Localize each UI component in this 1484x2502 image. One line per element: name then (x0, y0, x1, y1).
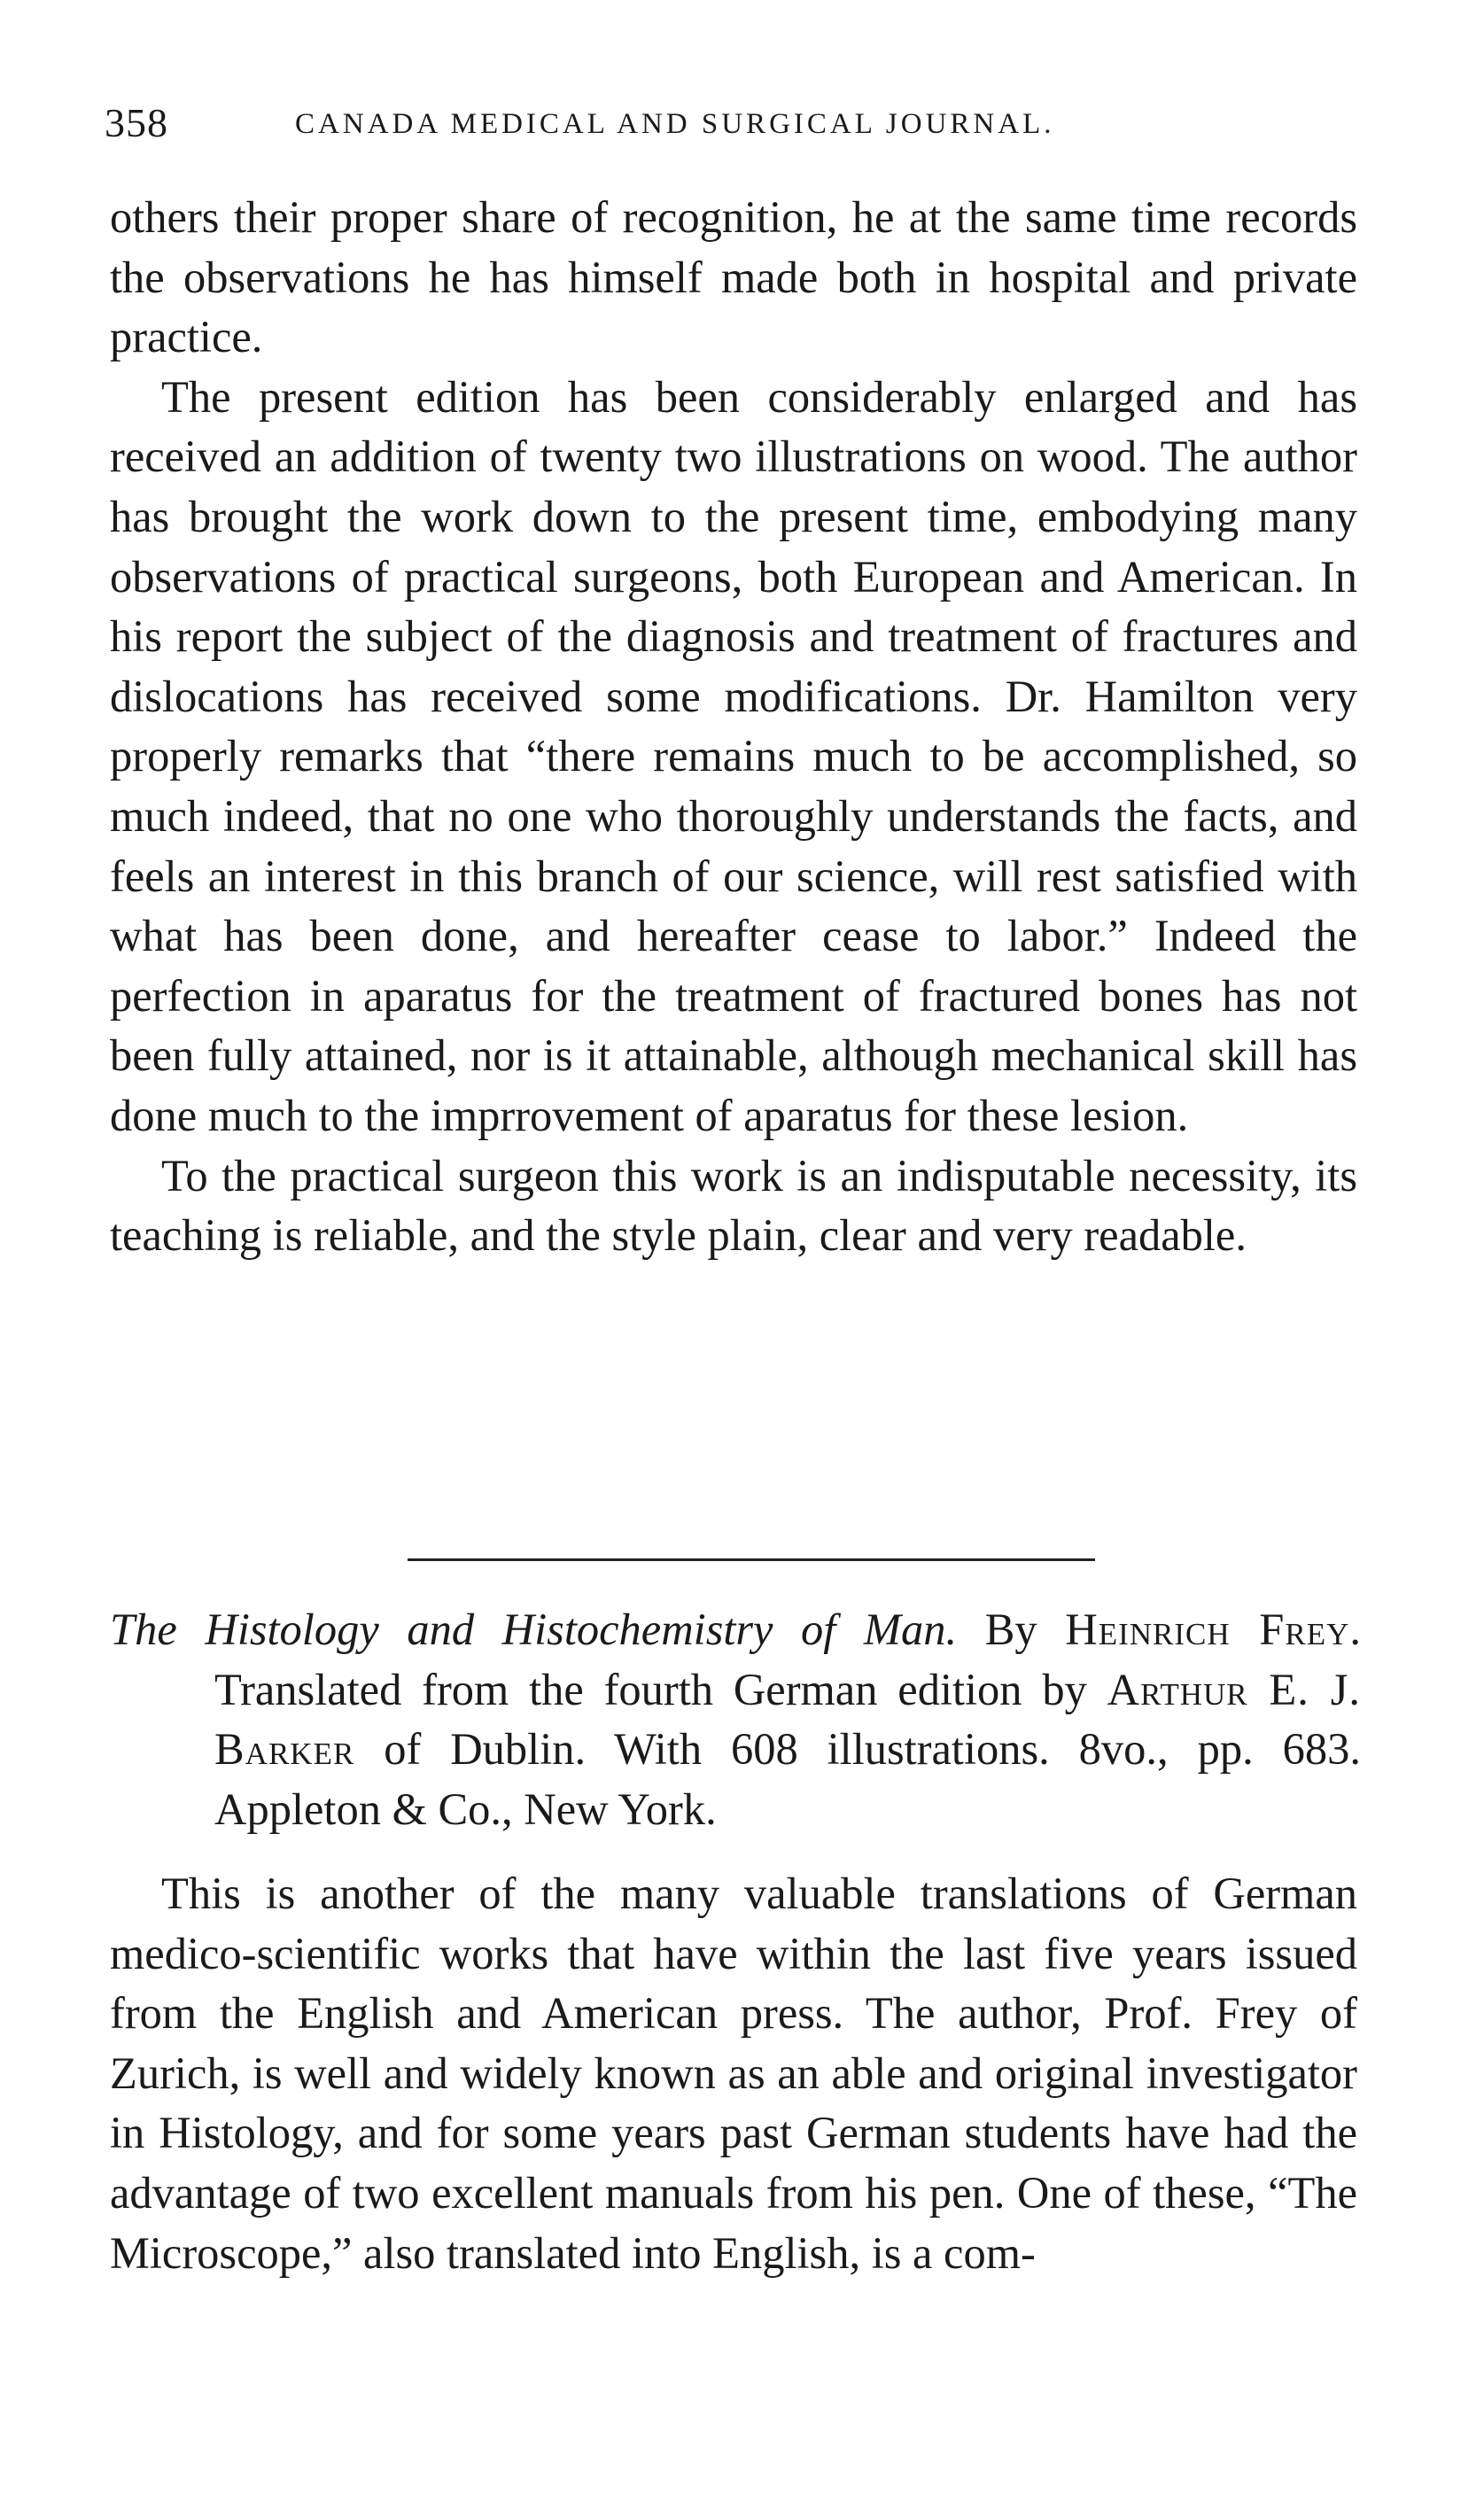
section-divider (408, 1558, 1095, 1561)
author-name: Heinrich Frey (1065, 1605, 1350, 1654)
review-continuation (110, 188, 1357, 1266)
bibliographic-entry (110, 1600, 1361, 1839)
paragraph: The present edition has been considerably enlarged and has received an addition of twenty two illustrations on wood. The author has brought the work down to the present time, embodying many observations of practical surgeons, both European and American. In his report the subject of the diagnosis and treatment of fractures and dislocations has received some modifications. Dr. Hamilton very properly remarks that “there remains much to be accomplished, so much indeed, that no one who thoroughly understands the facts, and feels an interest in this branch of our science, will rest satisfied with what has been done, and hereafter cease to labor.” Indeed the perfection in aparatus for the treatment of fractured bones has not been fully attained, nor is it attainable, although mechanical skill has done much to the imprrovement of aparatus for these lesion. (110, 371, 1357, 1140)
page-number: 358 (105, 100, 168, 145)
paragraph: others their proper share of recognition, he at the same time records the observations he has himself made both in hospital and private practice. (110, 192, 1357, 362)
by-text: By (957, 1605, 1066, 1654)
translator-name: Arthur E. J. Barker (214, 1664, 1361, 1774)
review-body (110, 1864, 1357, 2283)
page-header (105, 99, 1363, 152)
paragraph: This is another of the many valuable translations of German medico-scientific works that have within the last five years issued from the English and American press. The author, Prof. Frey of Zurich, is well and widely known as an able and original investigator in Histology, and for some years past German students have had the advantage of two excellent manuals from his pen. One of these, “The Microscope,” also translated into English, is a com- (110, 1869, 1357, 2278)
paragraph: To the practical surgeon this work is an indisputable necessity, its teaching is reliable, and the style plain, clear and very readable. (110, 1150, 1357, 1261)
running-head: CANADA MEDICAL AND SURGICAL JOURNAL. (295, 108, 1055, 140)
translation-note: . Translated from the fourth German edition by (214, 1605, 1361, 1714)
book-title: The Histology and Histochemistry of Man. (110, 1605, 958, 1654)
publication-details: of Dublin. With 608 illustrations. 8vo., pp. 683. Appleton & Co., New York. (214, 1724, 1361, 1834)
review-heading (110, 1600, 1361, 1839)
